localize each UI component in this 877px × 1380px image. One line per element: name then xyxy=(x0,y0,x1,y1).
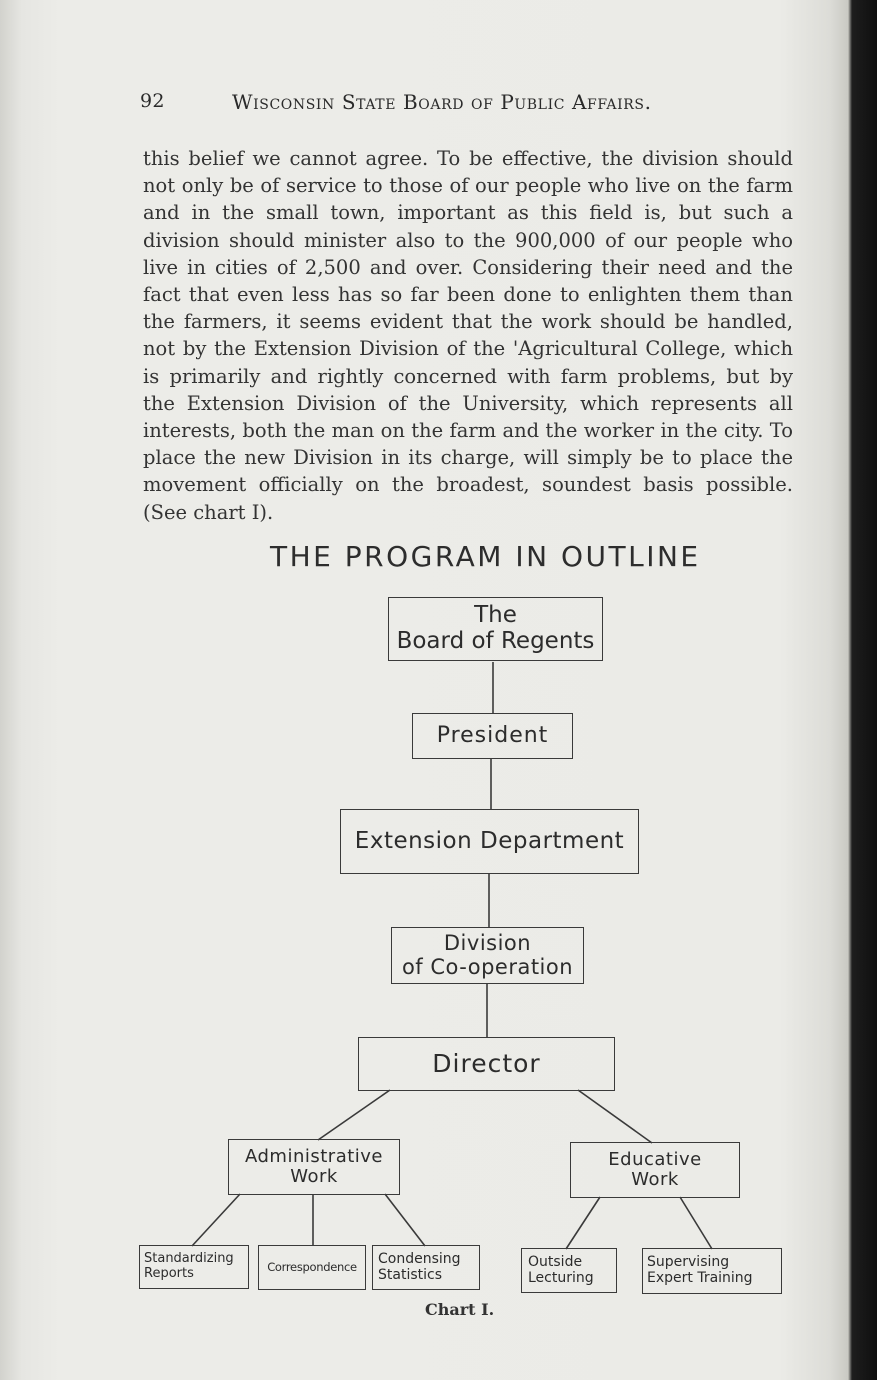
outside-label-line1: Outside xyxy=(528,1253,583,1270)
correspondence-box xyxy=(258,1245,366,1290)
extension-department-box xyxy=(340,809,639,874)
standardizing-reports-box xyxy=(139,1245,249,1289)
board-of-regents-box xyxy=(388,597,603,661)
division-of-cooperation-box xyxy=(391,927,584,984)
president-label: President xyxy=(436,722,549,748)
outside-label-line2: Lecturing xyxy=(528,1269,594,1286)
chart-caption: Chart I. xyxy=(425,1300,495,1319)
extension-label: Extension Department xyxy=(354,827,625,854)
administrative-work-box xyxy=(228,1139,400,1195)
connector-admin-condensing xyxy=(385,1194,425,1246)
standardizing-label-line1: Standardizing xyxy=(144,1251,234,1267)
division-label-line1: Division xyxy=(443,930,532,955)
educative-work-box xyxy=(570,1142,740,1198)
paragraph-text: this belief we cannot agree. To be effective, the division should not only be of service to those of our people who live on the farm and in the small town, important as this field is, but such a division should minister also to the 900,000 of our people who live in cities of 2,500 and over. Considering their need and the fact that even less has so far been done to enlighten them than the farmers, it seems evident that the work should be handled, not by the Extension Division of the 'Agricultural College, which is primarily and rightly concerned with farm problems, but by the Extension Division of the University, which represents all interests, both the man on the farm and the worker in the city. To place the new Division in its charge, will simply be to place the movement officially on the broadest, soundest basis possible. (See chart I). xyxy=(143,147,793,524)
admin-label-line1: Administrative xyxy=(244,1145,384,1167)
diagram-title: THE PROGRAM IN OUTLINE xyxy=(270,540,701,573)
condensing-label-line1: Condensing xyxy=(378,1250,461,1267)
educative-label-line1: Educative xyxy=(608,1148,702,1170)
condensing-statistics-box xyxy=(372,1245,480,1290)
supervising-label-line1: Supervising xyxy=(647,1254,730,1271)
connector-admin-standardizing xyxy=(192,1194,240,1246)
president-box xyxy=(412,713,573,759)
director-label: Director xyxy=(432,1049,541,1078)
educative-label-line2: Work xyxy=(631,1169,679,1190)
page-number: 92 xyxy=(140,90,165,112)
board-label-line1: The xyxy=(474,602,517,629)
connector-educative-outside xyxy=(566,1197,600,1249)
board-label-line2: Board of Regents xyxy=(396,628,595,654)
supervising-label-line2: Expert Training xyxy=(647,1270,753,1286)
director-box xyxy=(358,1037,615,1091)
condensing-label-line2: Statistics xyxy=(378,1266,442,1283)
correspondence-label: Correspondence xyxy=(267,1260,357,1275)
outside-lecturing-box xyxy=(521,1248,617,1293)
standardizing-label-line2: Reports xyxy=(144,1266,194,1281)
division-label-line2: of Co-operation xyxy=(401,954,574,979)
running-title: Wisconsin State Board of Public Affairs. xyxy=(232,90,652,114)
admin-label-line2: Work xyxy=(290,1166,338,1187)
supervising-expert-training-box xyxy=(642,1248,782,1294)
connector-director-admin xyxy=(318,1090,390,1140)
connector-educative-supervising xyxy=(680,1197,712,1249)
connector-director-educative xyxy=(578,1090,652,1143)
